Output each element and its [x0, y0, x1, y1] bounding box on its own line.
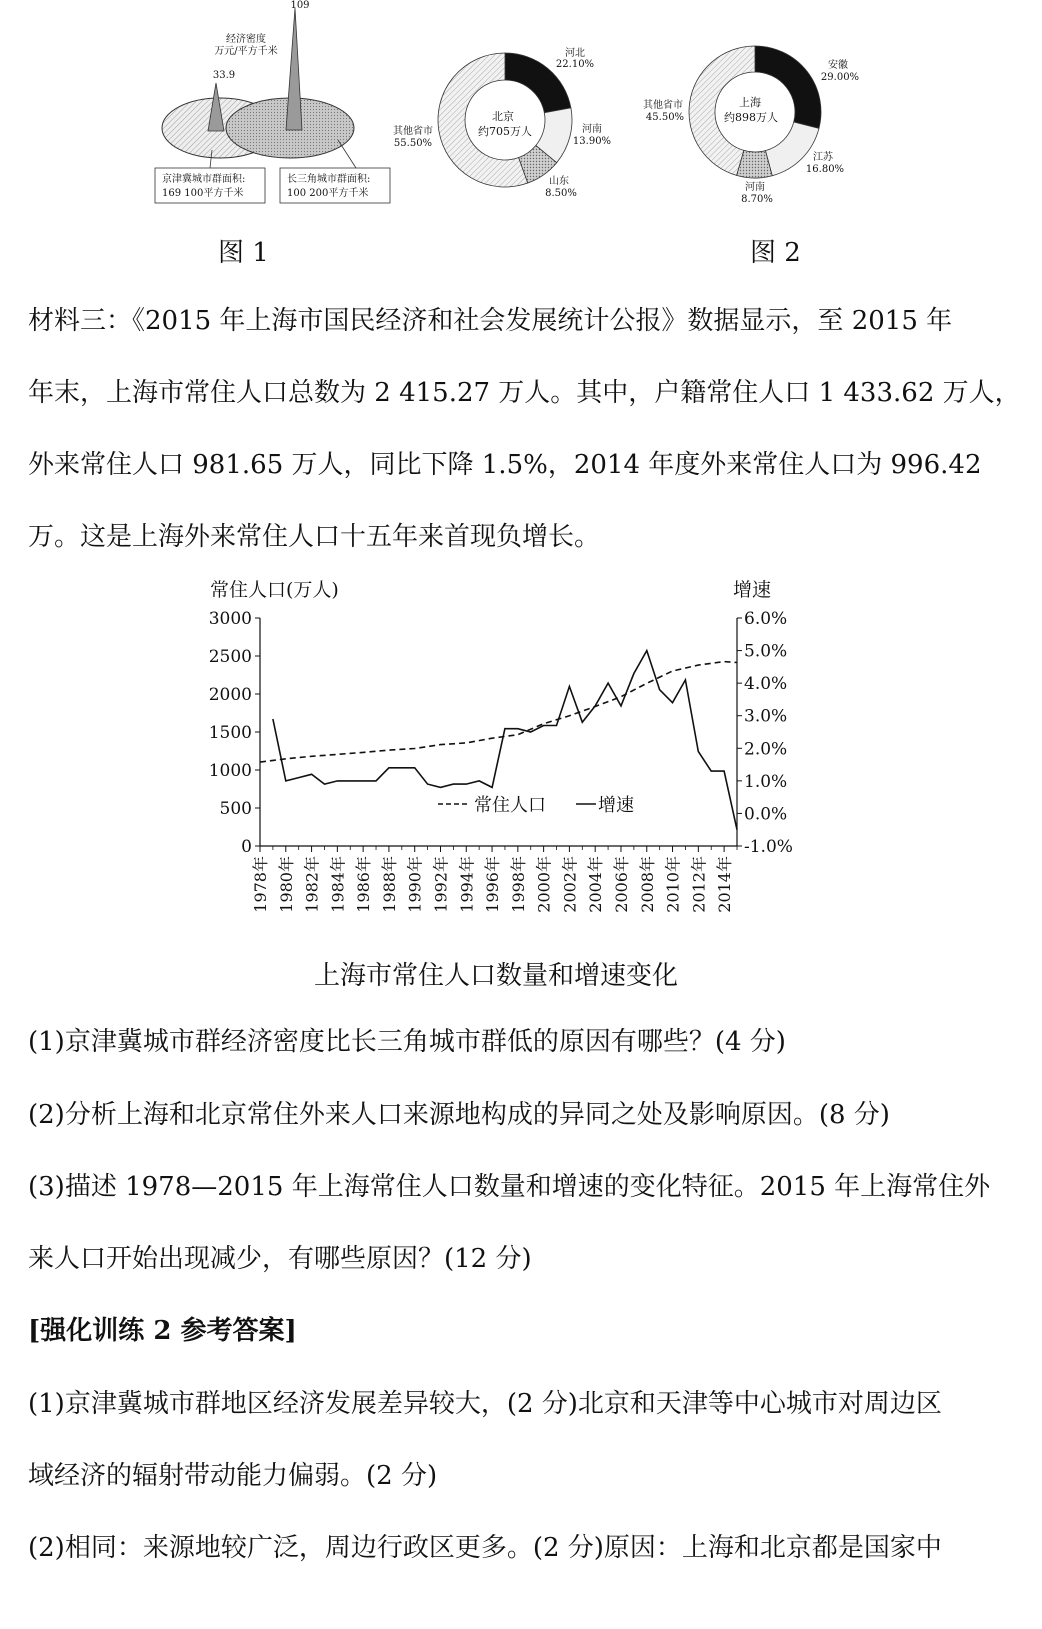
- jjj-area-line1: 京津冀城市群面积:: [162, 174, 246, 185]
- bj-henan-value: 13.90%: [572, 136, 612, 147]
- x-tick-label: 1984年: [328, 856, 348, 913]
- x-tick-label: 2006年: [611, 856, 631, 913]
- bj-center-line1: 北京: [492, 110, 514, 123]
- x-tick-label: 2010年: [663, 856, 683, 913]
- left-tick-label: 3000: [208, 609, 252, 629]
- x-tick-label: 2014年: [715, 856, 735, 913]
- right-tick-label: 2.0%: [744, 739, 788, 760]
- bj-shandong-name: 山东: [549, 176, 569, 187]
- material3-line2: 年末，上海市常住人口总数为 2 415.27 万人。其中，户籍常住人口 1 433.62 万人，: [28, 378, 1021, 408]
- figure2-donut-charts: [385, 40, 875, 210]
- left-tick-label: 500: [219, 799, 252, 819]
- question-2: (2)分析上海和北京常住外来人口来源地构成的异同之处及影响原因。(8 分): [28, 1100, 890, 1130]
- bj-center-line2: 约705万人: [478, 125, 532, 138]
- x-tick-label: 2004年: [586, 856, 606, 913]
- question-3-line1: (3)描述 1978—2015 年上海常住人口数量和增速的变化特征。2015 年上海常住外: [28, 1172, 991, 1202]
- material3-line1: 材料三：《2015 年上海市国民经济和社会发展统计公报》数据显示，至 2015 年: [28, 306, 953, 336]
- x-tick-label: 2008年: [637, 856, 657, 913]
- bj-shandong-value: 8.50%: [545, 188, 577, 199]
- figure2-caption: 图 2: [750, 238, 801, 268]
- density-label-line1: 经济密度: [226, 34, 266, 45]
- bj-hebei-name: 河北: [565, 48, 585, 59]
- left-tick-label: 0: [241, 837, 252, 857]
- right-tick-label: 1.0%: [744, 771, 788, 792]
- answer-heading: [强化训练 2 参考答案]: [28, 1316, 297, 1346]
- csj-area-leader: [338, 140, 356, 168]
- right-tick-label: -1.0%: [744, 837, 793, 857]
- left-tick-label: 2000: [208, 685, 252, 705]
- right-axis-label: 增速: [733, 579, 772, 601]
- sh-henan-value: 8.70%: [741, 194, 773, 205]
- chart-title: 上海市常住人口数量和增速变化: [314, 961, 679, 991]
- material3-line4: 万。这是上海外来常住人口十五年来首现负增长。: [28, 522, 601, 552]
- x-tick-label: 1998年: [508, 856, 528, 913]
- left-tick-label: 1000: [208, 761, 252, 781]
- figure1-caption: 图 1: [218, 238, 269, 268]
- figure1-density-diagram: [150, 0, 395, 210]
- x-tick-label: 2000年: [534, 856, 554, 913]
- csj-area-line2: 100 200平方千米: [287, 188, 369, 199]
- sh-center-line1: 上海: [739, 96, 761, 109]
- bj-other-name: 其他省市: [393, 126, 433, 137]
- left-tick-label: 1500: [208, 723, 252, 743]
- right-tick-label: 6.0%: [744, 609, 788, 629]
- right-tick-label: 0.0%: [744, 804, 788, 825]
- csj-density-value: 109: [290, 0, 310, 11]
- sh-jiangsu-value: 16.80%: [805, 164, 845, 175]
- right-tick-label: 3.0%: [744, 706, 788, 727]
- right-tick-label: 5.0%: [744, 641, 788, 662]
- x-tick-label: 1994年: [457, 856, 477, 913]
- sh-other-value: 45.50%: [645, 112, 685, 123]
- legend-growth-label: 增速: [598, 795, 634, 816]
- left-axis-label: 常住人口(万人): [210, 579, 339, 601]
- x-tick-label: 1986年: [354, 856, 374, 913]
- x-tick-label: 1980年: [276, 856, 296, 913]
- sh-jiangsu-name: 江苏: [813, 152, 833, 163]
- density-label-line2: 万元/平方千米: [214, 46, 278, 57]
- bj-henan-name: 河南: [582, 124, 602, 135]
- sh-center-line2: 约898万人: [724, 111, 778, 124]
- sh-other-name: 其他省市: [643, 100, 683, 111]
- population-line: [260, 662, 737, 763]
- left-tick-label: 2500: [208, 647, 252, 667]
- answer-1-line2: 域经济的辐射带动能力偏弱。(2 分): [28, 1461, 438, 1491]
- sh-anhui-name: 安徽: [828, 60, 848, 71]
- answer-1-line1: (1)京津冀城市群地区经济发展差异较大，(2 分)北京和天津等中心城市对周边区: [28, 1389, 942, 1419]
- bj-hebei-value: 22.10%: [555, 59, 595, 70]
- x-tick-label: 1990年: [405, 856, 425, 913]
- question-1: (1)京津冀城市群经济密度比长三角城市群低的原因有哪些？(4 分): [28, 1027, 786, 1057]
- csj-area-line1: 长三角城市群面积:: [287, 174, 371, 185]
- sh-anhui-value: 29.00%: [820, 72, 860, 83]
- x-tick-label: 1988年: [379, 856, 399, 913]
- x-tick-label: 2012年: [689, 856, 709, 913]
- right-tick-label: 4.0%: [744, 674, 788, 695]
- question-3-line2: 来人口开始出现减少，有哪些原因？(12 分): [28, 1244, 532, 1274]
- legend-population-label: 常住人口: [474, 795, 546, 816]
- x-tick-label: 1996年: [483, 856, 503, 913]
- population-growth-chart: [190, 570, 830, 950]
- jjj-area-line2: 169 100平方千米: [162, 188, 244, 199]
- csj-density-cone: [286, 8, 302, 130]
- material3-line3: 外来常住人口 981.65 万人，同比下降 1.5%，2014 年度外来常住人口为 996.42: [28, 450, 982, 480]
- x-tick-label: 1982年: [302, 856, 322, 913]
- x-tick-label: 2002年: [560, 856, 580, 913]
- x-tick-label: 1992年: [431, 856, 451, 913]
- bj-other-value: 55.50%: [393, 138, 433, 149]
- jjj-density-value: 33.9: [212, 70, 236, 81]
- answer-2-line1: (2)相同：来源地较广泛，周边行政区更多。(2 分)原因：上海和北京都是国家中: [28, 1533, 942, 1563]
- x-tick-label: 1978年: [251, 856, 270, 913]
- sh-henan-name: 河南: [745, 182, 765, 193]
